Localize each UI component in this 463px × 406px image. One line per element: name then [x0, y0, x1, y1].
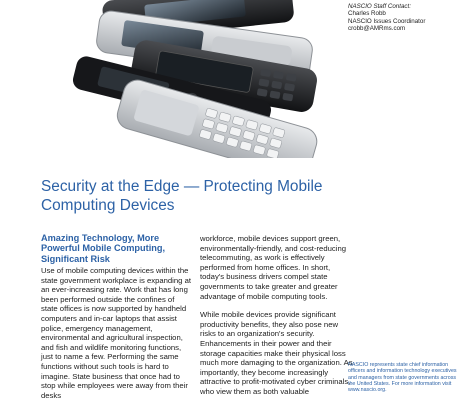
- staff-contact-name: Charles Robb: [348, 10, 386, 18]
- article-subhead: Amazing Technology, More Powerful Mobile Computing, Significant Risk: [41, 233, 166, 264]
- article-column-2: [200, 234, 354, 406]
- article-column-2-paragraph-2: While mobile devices provide significant productivity benefits, they also pose new risks to an organization's security. Enhancements in their power and their storage capacities make their physical loss much more damaging to the organization. As importantly, they become increasingly attractive to profit-motivated cyber criminals, who view them as both valuable: [200, 310, 353, 396]
- phones-illustration: [42, 0, 330, 158]
- staff-contact-email[interactable]: crobb@AMRms.com: [348, 25, 406, 33]
- staff-contact-role: NASCIO Staff Contact:: [348, 3, 411, 10]
- article-title: Security at the Edge — Protecting Mobile Computing Devices: [41, 178, 323, 214]
- article-column-1: Use of mobile computing devices within the state government workplace is expanding at an ever-increasing rate. Work that has long been performed outside the confines of state offices is now supported by handheld computers and in-car laptops that assist police, emergency management, environmental and agricultural inspection, and fish and wildlife monitoring functions, just to name a few. Performing the same functions without such tools is hard to imagine. State business that once had to stop while employees were away from their desks: [41, 266, 191, 400]
- mobile-phones-photo: [42, 0, 330, 158]
- nascio-sidenote: NASCIO represents state chief information officers and information technology executives and managers from state governments across the United States. For more information visit www.nascio.org.: [348, 362, 457, 394]
- staff-contact-title: NASCIO Issues Coordinator: [348, 17, 426, 25]
- staff-contact: [348, 3, 460, 33]
- article-column-2-paragraph-1: workforce, mobile devices support green, environmentally-friendly, and cost-reducing telecommuting, as work is effectively performed from home offices. In short, today's business drivers compel state governments to take greater and greater advantage of mobile computing tools.: [200, 234, 346, 301]
